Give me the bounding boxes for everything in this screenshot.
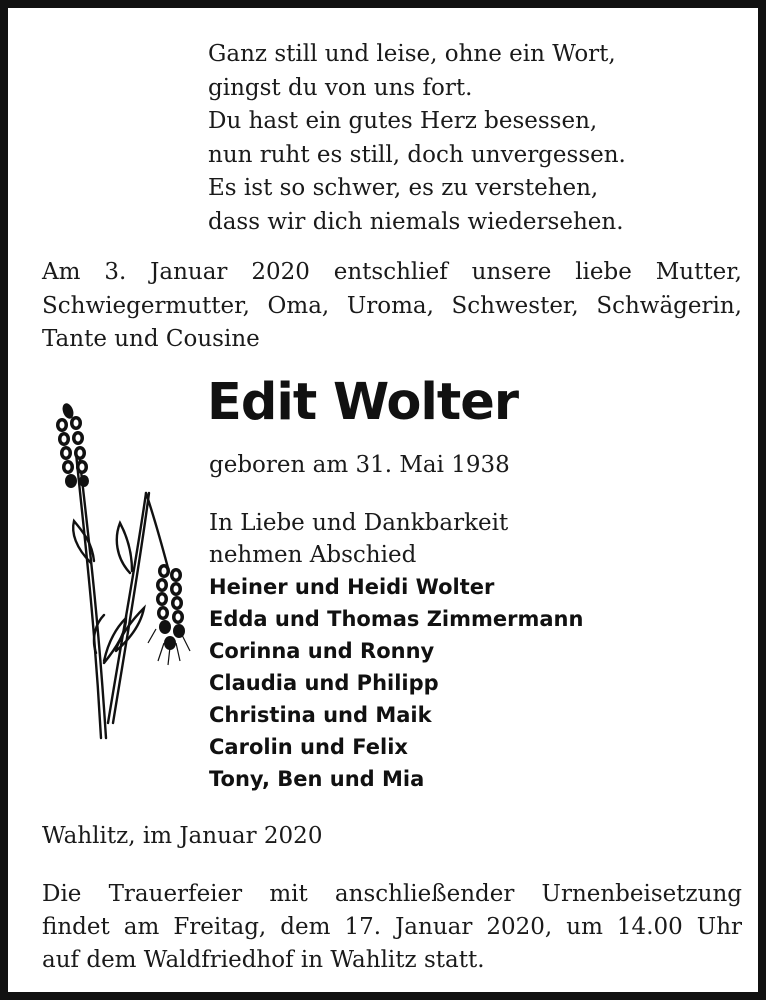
- mourners-list: [209, 571, 729, 795]
- poem-line: Ganz still und leise, ohne ein Wort,: [208, 41, 616, 67]
- poem-line: nun ruht es still, doch unvergessen.: [208, 141, 626, 168]
- announcement-line: Tante und Cousine: [42, 326, 260, 352]
- mourner-entry: Edda und Thomas Zimmermann: [209, 607, 584, 631]
- mourner-entry: Claudia und Philipp: [209, 671, 439, 695]
- poem-line: dass wir dich niemals wiedersehen.: [208, 208, 624, 235]
- service-line: Die Trauerfeier mit anschließender Urnenbeisetzung: [42, 881, 742, 907]
- mourner-entry: Tony, Ben und Mia: [209, 767, 425, 791]
- mourner-entry: Heiner und Heidi Wolter: [209, 575, 495, 599]
- mourner-entry: Christina und Maik: [209, 703, 432, 727]
- announcement-line: Schwiegermutter, Oma, Uroma, Schwester, Schwägerin,: [42, 292, 742, 319]
- funeral-service-info: [42, 878, 742, 977]
- mourner-entry: Carolin und Felix: [209, 735, 408, 759]
- poem-line: Du hast ein gutes Herz besessen,: [208, 108, 598, 134]
- death-announcement: [42, 256, 742, 357]
- deceased-name: Edit Wolter: [207, 373, 519, 432]
- farewell-line: nehmen Abschied: [209, 542, 417, 568]
- farewell-line: In Liebe und Dankbarkeit: [209, 510, 509, 536]
- memorial-poem: [208, 38, 728, 239]
- service-line: findet am Freitag, dem 17. Januar 2020, um 14.00 Uhr: [42, 914, 742, 940]
- farewell-text: [209, 507, 729, 571]
- wheat-ears-icon: [46, 393, 196, 743]
- announcement-line: Am 3. Januar 2020 entschlief unsere liebe Mutter,: [42, 259, 742, 285]
- place-date: Wahlitz, im Januar 2020: [42, 823, 323, 849]
- poem-line: gingst du von uns fort.: [208, 74, 473, 101]
- birth-date: geboren am 31. Mai 1938: [209, 452, 510, 478]
- service-line: auf dem Waldfriedhof in Wahlitz statt.: [42, 947, 485, 973]
- mourner-entry: Corinna und Ronny: [209, 639, 435, 663]
- poem-line: Es ist so schwer, es zu verstehen,: [208, 175, 599, 201]
